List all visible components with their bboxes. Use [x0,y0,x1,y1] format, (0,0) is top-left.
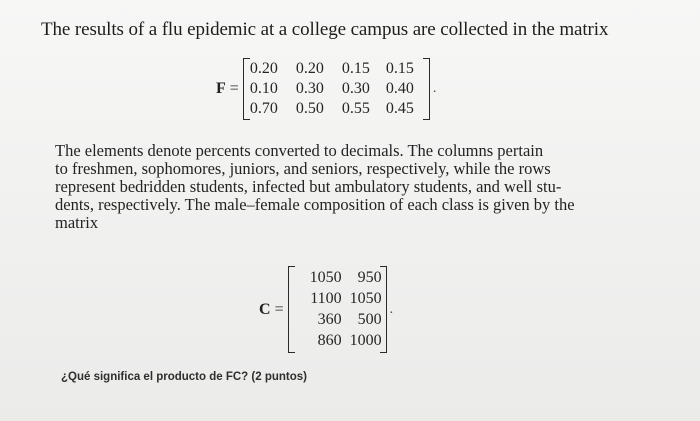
matrix-f-cell: 0.45 [385,100,414,117]
matrix-f-period: . [432,81,437,96]
matrix-f-brackets [243,58,430,120]
matrix-f-name: F [216,80,226,97]
matrix-c-brackets [288,266,387,353]
matrix-f-cell: 0.15 [385,60,414,77]
paragraph-line: matrix [55,213,99,232]
matrix-f-cell: 0.70 [249,100,278,117]
question-text: ¿Qué significa el producto de FC? (2 puntos) [61,371,307,383]
paragraph-line: represent bedridden students, infected but ambulatory students, and well stu- [55,177,562,196]
intro-text: The results of a flu epidemic at a college campus are collected in the matrix [41,19,609,40]
matrix-f-cell: 0.30 [341,80,370,97]
matrix-c-name: C [259,300,271,318]
matrix-c-grid [288,266,387,353]
matrix-f-cell: 0.30 [295,80,324,97]
matrix-c-cell: 360 [317,311,342,328]
matrix-f-cell: 0.55 [341,100,370,117]
matrix-f-cell: 0.10 [249,80,278,97]
matrix-f-cell: 0.20 [249,60,278,77]
matrix-c-cell: 1050 [309,269,342,286]
matrix-c-cell: 860 [317,332,342,349]
matrix-c-cell: 950 [357,269,382,286]
matrix-c-cell: 1000 [349,332,382,349]
matrix-f-cell: 0.20 [295,60,324,77]
matrix-c [259,266,393,353]
matrix-f-grid [243,58,430,120]
matrix-c-period: . [389,301,394,317]
matrix-f-equals: = [229,80,239,97]
matrix-f [216,58,436,120]
matrix-c-cell: 1100 [310,290,342,307]
paragraph-line: The elements denote percents converted to decimals. The columns pertain [55,141,544,160]
paragraph-line: to freshmen, sophomores, juniors, and seniors, respectively, while the rows [55,159,551,178]
matrix-c-equals: = [274,300,284,318]
matrix-c-cell: 1050 [349,290,382,307]
matrix-f-cell: 0.15 [341,60,370,77]
matrix-f-cell: 0.50 [295,100,324,117]
matrix-f-cell: 0.40 [385,80,414,97]
matrix-c-cell: 500 [357,311,382,328]
paragraph-line: dents, respectively. The male–female composition of each class is given by the [55,195,575,214]
description-paragraph [55,142,625,232]
